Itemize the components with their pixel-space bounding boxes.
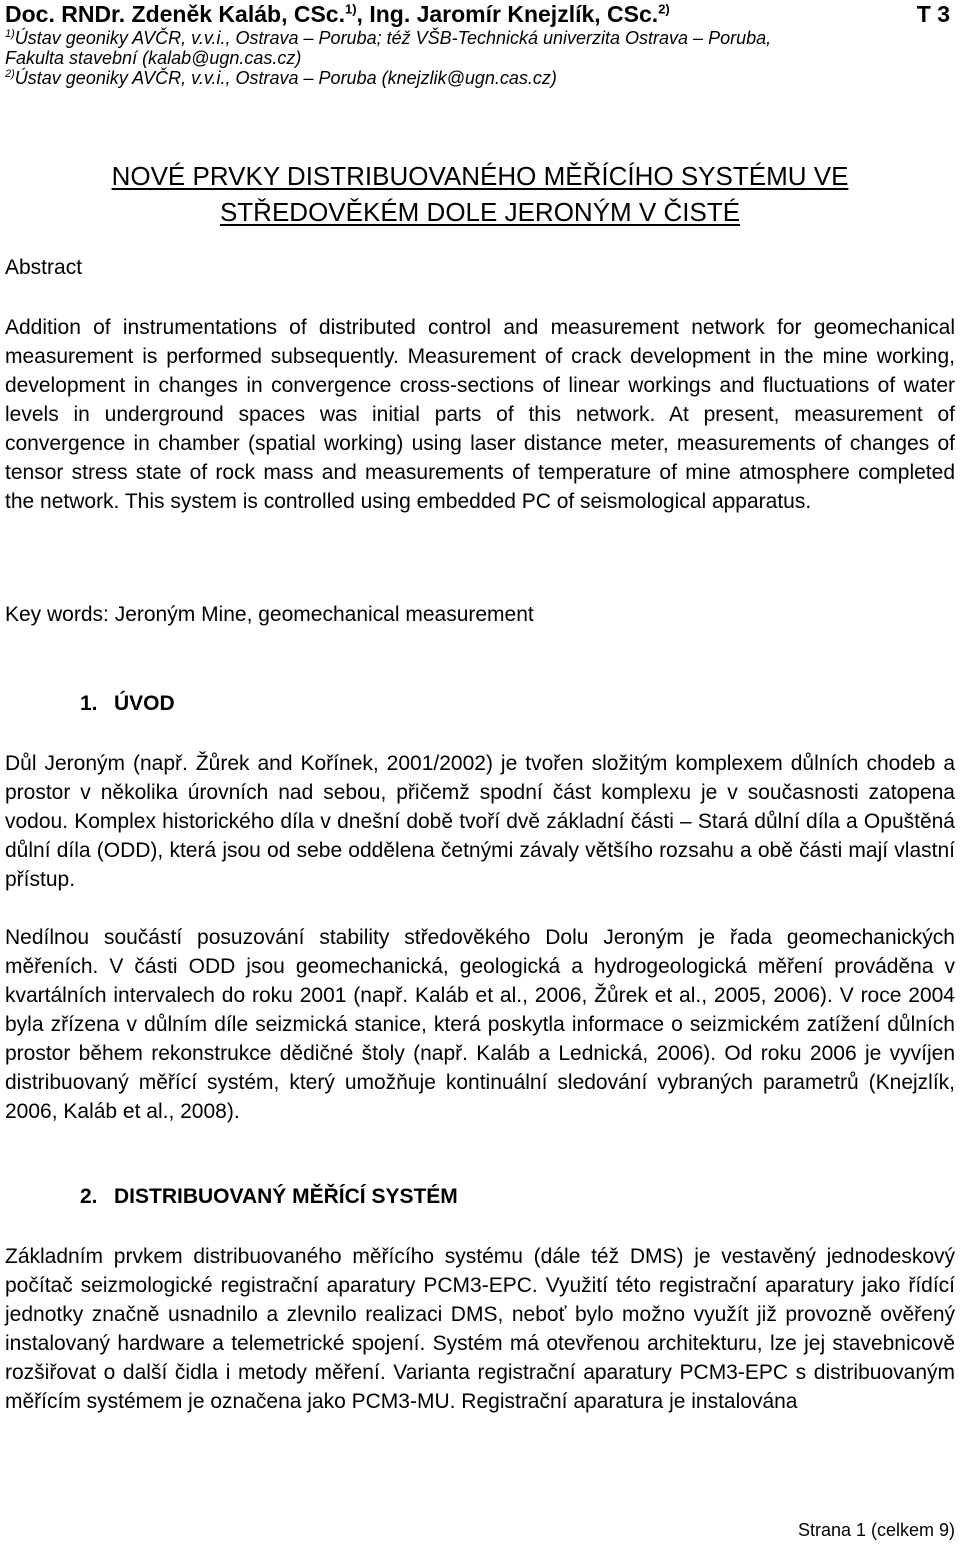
section-2-heading: [80, 1185, 458, 1209]
keywords: Key words: Jeroným Mine, geomechanical measurement: [5, 603, 534, 626]
author-2-superscript: 2): [658, 1, 670, 17]
paper-title: [0, 158, 960, 230]
author-1-superscript: 1): [344, 1, 357, 17]
affiliation-2: [5, 68, 955, 88]
section-2-paragraph-1: Základním prvkem distribuovaného měřícího systému (dále též DMS) je vestavěný jednodeskový počítač seizmologické registrační aparatury PCM3-EPC. Využití této registrační aparatury jako řídící jednotky značně usnadnilo a zlevnilo realizaci DMS, neboť bylo možno využít již provozně ověřený instalovaný hardware a telemetrické spojení. Systém má otevřenou architekturu, lze jej stavebnicově rozšiřovat o další čidla i metody měření. Varianta registrační aparatury PCM3-EPC s distribuovaným měřícím systémem je označena jako PCM3-MU. Registrační aparatura je instalována: [5, 1245, 955, 1413]
section-2-number: 2.: [80, 1185, 98, 1208]
section-1-number: 1.: [80, 692, 98, 715]
author-2: , Ing. Jaromír Knejzlík, CSc.: [356, 1, 659, 27]
affiliation-2-superscript: 2): [5, 68, 15, 80]
affiliation-1-superscript: 1): [5, 28, 15, 40]
paper-title-line-2: STŘEDOVĚKÉM DOLE JERONÝM V ČISTÉ: [219, 197, 741, 227]
page-footer: Strana 1 (celkem 9): [797, 1520, 955, 1540]
section-1-paragraph-1: Důl Jeroným (např. Žůrek and Kořínek, 2001/2002) je tvořen složitým komplexem důlních chodeb a prostor v několika úrovních nad sebou, přičemž spodní část komplexu je v současnosti zatopena vodou. Komplex historického díla v dnešní době tvoří dvě základní části – Stará důlní díla a Opuštěná důlní díla (ODD), která jsou od sebe oddělena četnými závaly většího rozsahu a obě části mají vlastní přístup.: [5, 752, 955, 891]
affiliation-1-line-1: Ústav geoniky AVČR, v.v.i., Ostrava – Poruba; též VŠB-Technická univerzita Ostrava – Poruba,: [14, 28, 772, 48]
paper-title-line-1: NOVÉ PRVKY DISTRIBUOVANÉHO MĚŘÍCÍHO SYSTÉMU VE: [111, 161, 849, 191]
abstract-text: Addition of instrumentations of distributed control and measurement network for geomechanical measurement is performed subsequently. Measurement of crack development in the mine working, development in changes in convergence cross-sections of linear workings and fluctuations of water levels in underground spaces was initial parts of this network. At present, measurement of convergence in chamber (spatial working) using laser distance meter, measurements of changes of tensor stress state of rock mass and measurements of temperature of mine atmosphere completed the network. This system is controlled using embedded PC of seismological apparatus.: [5, 316, 955, 513]
document-header: [5, 0, 955, 88]
affiliation-1-line-2: Fakulta stavební (kalab@ugn.cas.cz): [5, 48, 302, 68]
author-1: Doc. RNDr. Zdeněk Kaláb, CSc.: [5, 1, 345, 27]
section-1-paragraph-2: Nedílnou součástí posuzování stability středověkého Dolu Jeroným je řada geomechanických měřeních. V části ODD jsou geomechanická, geologická a hydrogeologická měření prováděna v kvartálních intervalech do roku 2001 (např. Kaláb et al., 2006, Žůrek et al., 2005, 2006). V roce 2004 byla zřízena v důlním díle seizmická stanice, která poskytla informace o seizmickém zatížení důlních prostor během rekonstrukce dědičné štoly (např. Kaláb a Lednická, 2006). Od roku 2006 je vyvíjen distribuovaný měřící systém, který umožňuje kontinuální sledování vybraných parametrů (Knejzlík, 2006, Kaláb et al., 2008).: [5, 926, 955, 1123]
section-2-title: DISTRIBUOVANÝ MĚŘÍCÍ SYSTÉM: [114, 1185, 458, 1208]
abstract-label: Abstract: [5, 256, 83, 279]
affiliation-1: [5, 28, 955, 48]
section-1-title: ÚVOD: [114, 692, 175, 715]
section-1-heading: [80, 692, 175, 716]
track-label: T 3: [916, 1, 950, 27]
authors-line: [5, 0, 955, 28]
affiliation-2-text: Ústav geoniky AVČR, v.v.i., Ostrava – Poruba (knejzlik@ugn.cas.cz): [14, 68, 557, 88]
